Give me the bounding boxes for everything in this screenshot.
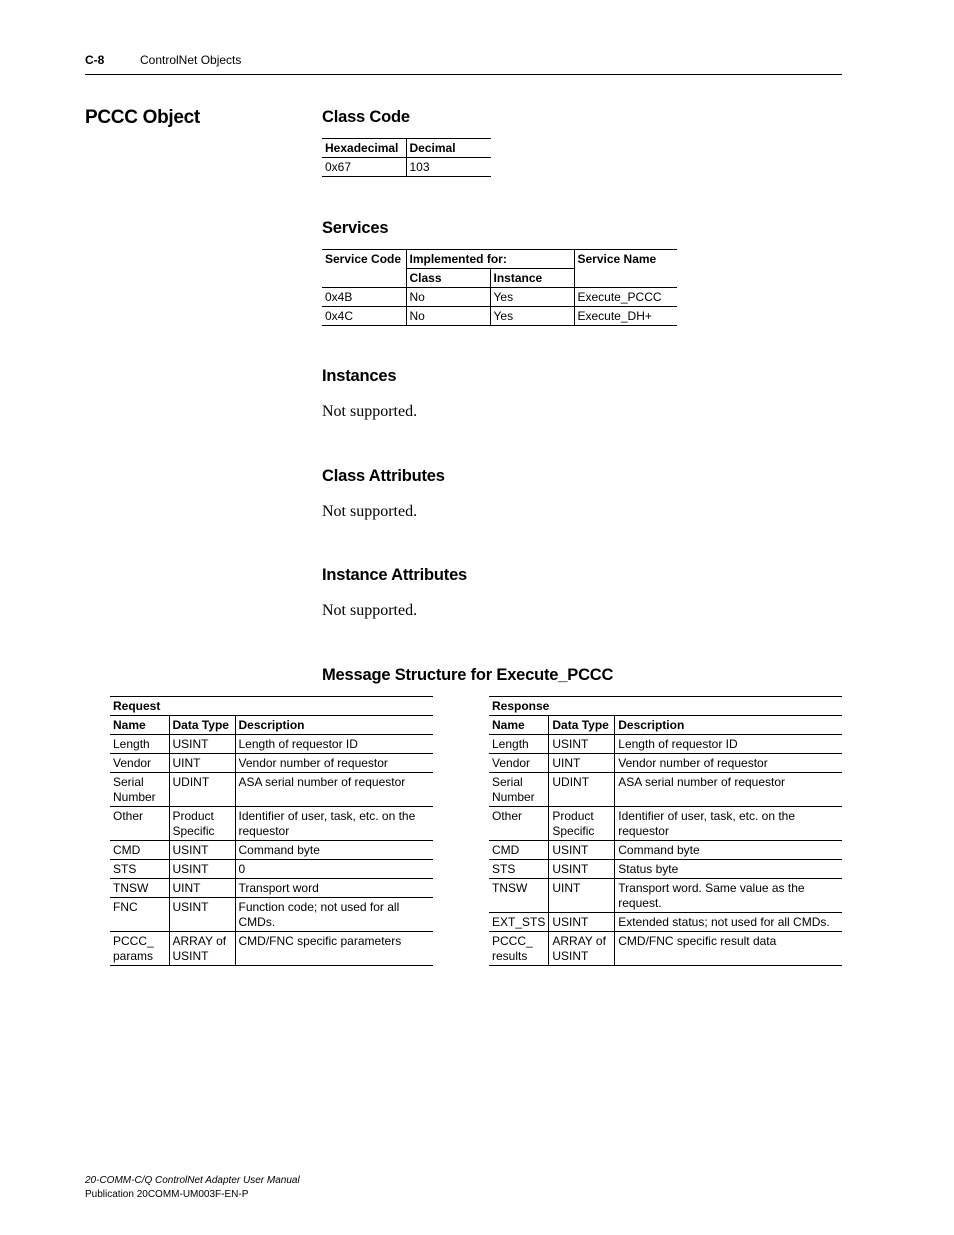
class-attributes-text: Not supported. <box>322 503 418 520</box>
table-cell: UINT <box>549 754 615 773</box>
table-cell: USINT <box>169 841 235 860</box>
table-cell: Product Specific <box>169 807 235 841</box>
running-header-title: ControlNet Objects <box>140 53 242 67</box>
table-row <box>489 879 842 913</box>
table-cell: 0x67 <box>322 158 406 177</box>
table-cell: USINT <box>549 913 615 932</box>
table-title-row <box>489 697 842 716</box>
table-header-cell: Instance <box>490 269 574 288</box>
footer-publication: Publication 20COMM-UM003F-EN-P <box>85 1189 249 1200</box>
table-row <box>489 841 842 860</box>
table-cell: UINT <box>169 879 235 898</box>
table-row <box>322 158 491 177</box>
table-cell: USINT <box>549 860 615 879</box>
table-header-cell: Implemented for: <box>406 250 574 269</box>
table-cell: Length of requestor ID <box>615 735 842 754</box>
table-header-cell: Decimal <box>406 139 491 158</box>
table-cell: Other <box>489 807 549 841</box>
table-header-row <box>489 716 842 735</box>
table-cell: USINT <box>549 841 615 860</box>
table-row <box>322 307 677 326</box>
table-cell: CMD <box>110 841 169 860</box>
table-header-cell: Service Name <box>574 250 677 288</box>
page-number: C-8 <box>85 53 105 67</box>
table-header-cell: Hexadecimal <box>322 139 406 158</box>
table-cell: No <box>406 307 490 326</box>
table-cell: FNC <box>110 898 169 932</box>
table-cell: Length of requestor ID <box>235 735 433 754</box>
table-row <box>489 932 842 966</box>
table-cell: Extended status; not used for all CMDs. <box>615 913 842 932</box>
table-cell: Command byte <box>235 841 433 860</box>
table-row <box>489 754 842 773</box>
table-cell: 103 <box>406 158 491 177</box>
table-row <box>110 879 433 898</box>
section-title: PCCC Object <box>85 107 200 128</box>
table-cell: Serial Number <box>489 773 549 807</box>
table-cell: Identifier of user, task, etc. on the requestor <box>235 807 433 841</box>
message-structure-heading: Message Structure for Execute_PCCC <box>322 666 614 684</box>
class-code-heading: Class Code <box>322 108 410 126</box>
table-cell: USINT <box>169 735 235 754</box>
table-header-cell: Name <box>489 716 549 735</box>
table-cell: USINT <box>169 860 235 879</box>
table-row <box>110 754 433 773</box>
table-cell: Identifier of user, task, etc. on the requestor <box>615 807 842 841</box>
request-table <box>110 696 433 966</box>
table-cell: Vendor <box>489 754 549 773</box>
table-title-row <box>110 697 433 716</box>
table-row <box>322 288 677 307</box>
table-cell: Vendor number of requestor <box>235 754 433 773</box>
table-cell: Product Specific <box>549 807 615 841</box>
table-cell: USINT <box>169 898 235 932</box>
table-cell: TNSW <box>489 879 549 913</box>
table-row <box>489 860 842 879</box>
table-cell: Function code; not used for all CMDs. <box>235 898 433 932</box>
table-row <box>110 735 433 754</box>
table-cell: 0 <box>235 860 433 879</box>
table-cell: STS <box>489 860 549 879</box>
table-row <box>489 735 842 754</box>
table-header-row <box>322 250 677 269</box>
table-cell: Yes <box>490 288 574 307</box>
instances-heading: Instances <box>322 367 397 385</box>
table-header-cell: Data Type <box>169 716 235 735</box>
table-row <box>489 807 842 841</box>
table-title: Response <box>489 697 842 716</box>
table-cell: UINT <box>169 754 235 773</box>
table-cell: Other <box>110 807 169 841</box>
instances-text: Not supported. <box>322 403 418 420</box>
table-cell: ASA serial number of requestor <box>615 773 842 807</box>
table-cell: Vendor <box>110 754 169 773</box>
table-cell: 0x4C <box>322 307 406 326</box>
table-cell: ARRAY of USINT <box>549 932 615 966</box>
table-header-cell: Class <box>406 269 490 288</box>
table-cell: Serial Number <box>110 773 169 807</box>
table-cell: No <box>406 288 490 307</box>
table-header-cell: Data Type <box>549 716 615 735</box>
table-row <box>110 773 433 807</box>
table-cell: TNSW <box>110 879 169 898</box>
table-row <box>110 932 433 966</box>
services-table <box>322 249 677 326</box>
table-row <box>110 807 433 841</box>
table-cell: UDINT <box>169 773 235 807</box>
table-cell: CMD/FNC specific result data <box>615 932 842 966</box>
table-cell: Vendor number of requestor <box>615 754 842 773</box>
table-cell: EXT_STS <box>489 913 549 932</box>
table-cell: Yes <box>490 307 574 326</box>
table-cell: Command byte <box>615 841 842 860</box>
table-header-row <box>110 716 433 735</box>
table-cell: 0x4B <box>322 288 406 307</box>
table-cell: Length <box>489 735 549 754</box>
table-cell: ASA serial number of requestor <box>235 773 433 807</box>
instance-attributes-text: Not supported. <box>322 602 418 619</box>
table-cell: STS <box>110 860 169 879</box>
table-row <box>489 913 842 932</box>
footer-manual-title: 20-COMM-C/Q ControlNet Adapter User Manual <box>85 1175 300 1186</box>
table-cell: PCCC_ params <box>110 932 169 966</box>
table-header-cell: Description <box>235 716 433 735</box>
table-header-cell: Description <box>615 716 842 735</box>
class-attributes-heading: Class Attributes <box>322 467 445 485</box>
table-cell: Length <box>110 735 169 754</box>
instance-attributes-heading: Instance Attributes <box>322 566 468 584</box>
table-cell: Status byte <box>615 860 842 879</box>
class-code-table <box>322 138 491 177</box>
table-cell: ARRAY of USINT <box>169 932 235 966</box>
table-cell: USINT <box>549 735 615 754</box>
table-cell: Transport word. Same value as the request. <box>615 879 842 913</box>
services-heading: Services <box>322 219 389 237</box>
table-cell: UDINT <box>549 773 615 807</box>
table-cell: CMD/FNC specific parameters <box>235 932 433 966</box>
table-cell: CMD <box>489 841 549 860</box>
table-cell: UINT <box>549 879 615 913</box>
table-cell: Transport word <box>235 879 433 898</box>
response-table <box>489 696 842 966</box>
table-header-cell: Name <box>110 716 169 735</box>
table-row <box>489 773 842 807</box>
table-header-cell: Service Code <box>322 250 406 288</box>
table-title: Request <box>110 697 433 716</box>
table-row <box>110 898 433 932</box>
table-row <box>110 841 433 860</box>
table-row <box>110 860 433 879</box>
table-cell: PCCC_ results <box>489 932 549 966</box>
table-cell: Execute_DH+ <box>574 307 677 326</box>
table-header-row <box>322 139 491 158</box>
header-divider <box>85 74 842 75</box>
table-cell: Execute_PCCC <box>574 288 677 307</box>
